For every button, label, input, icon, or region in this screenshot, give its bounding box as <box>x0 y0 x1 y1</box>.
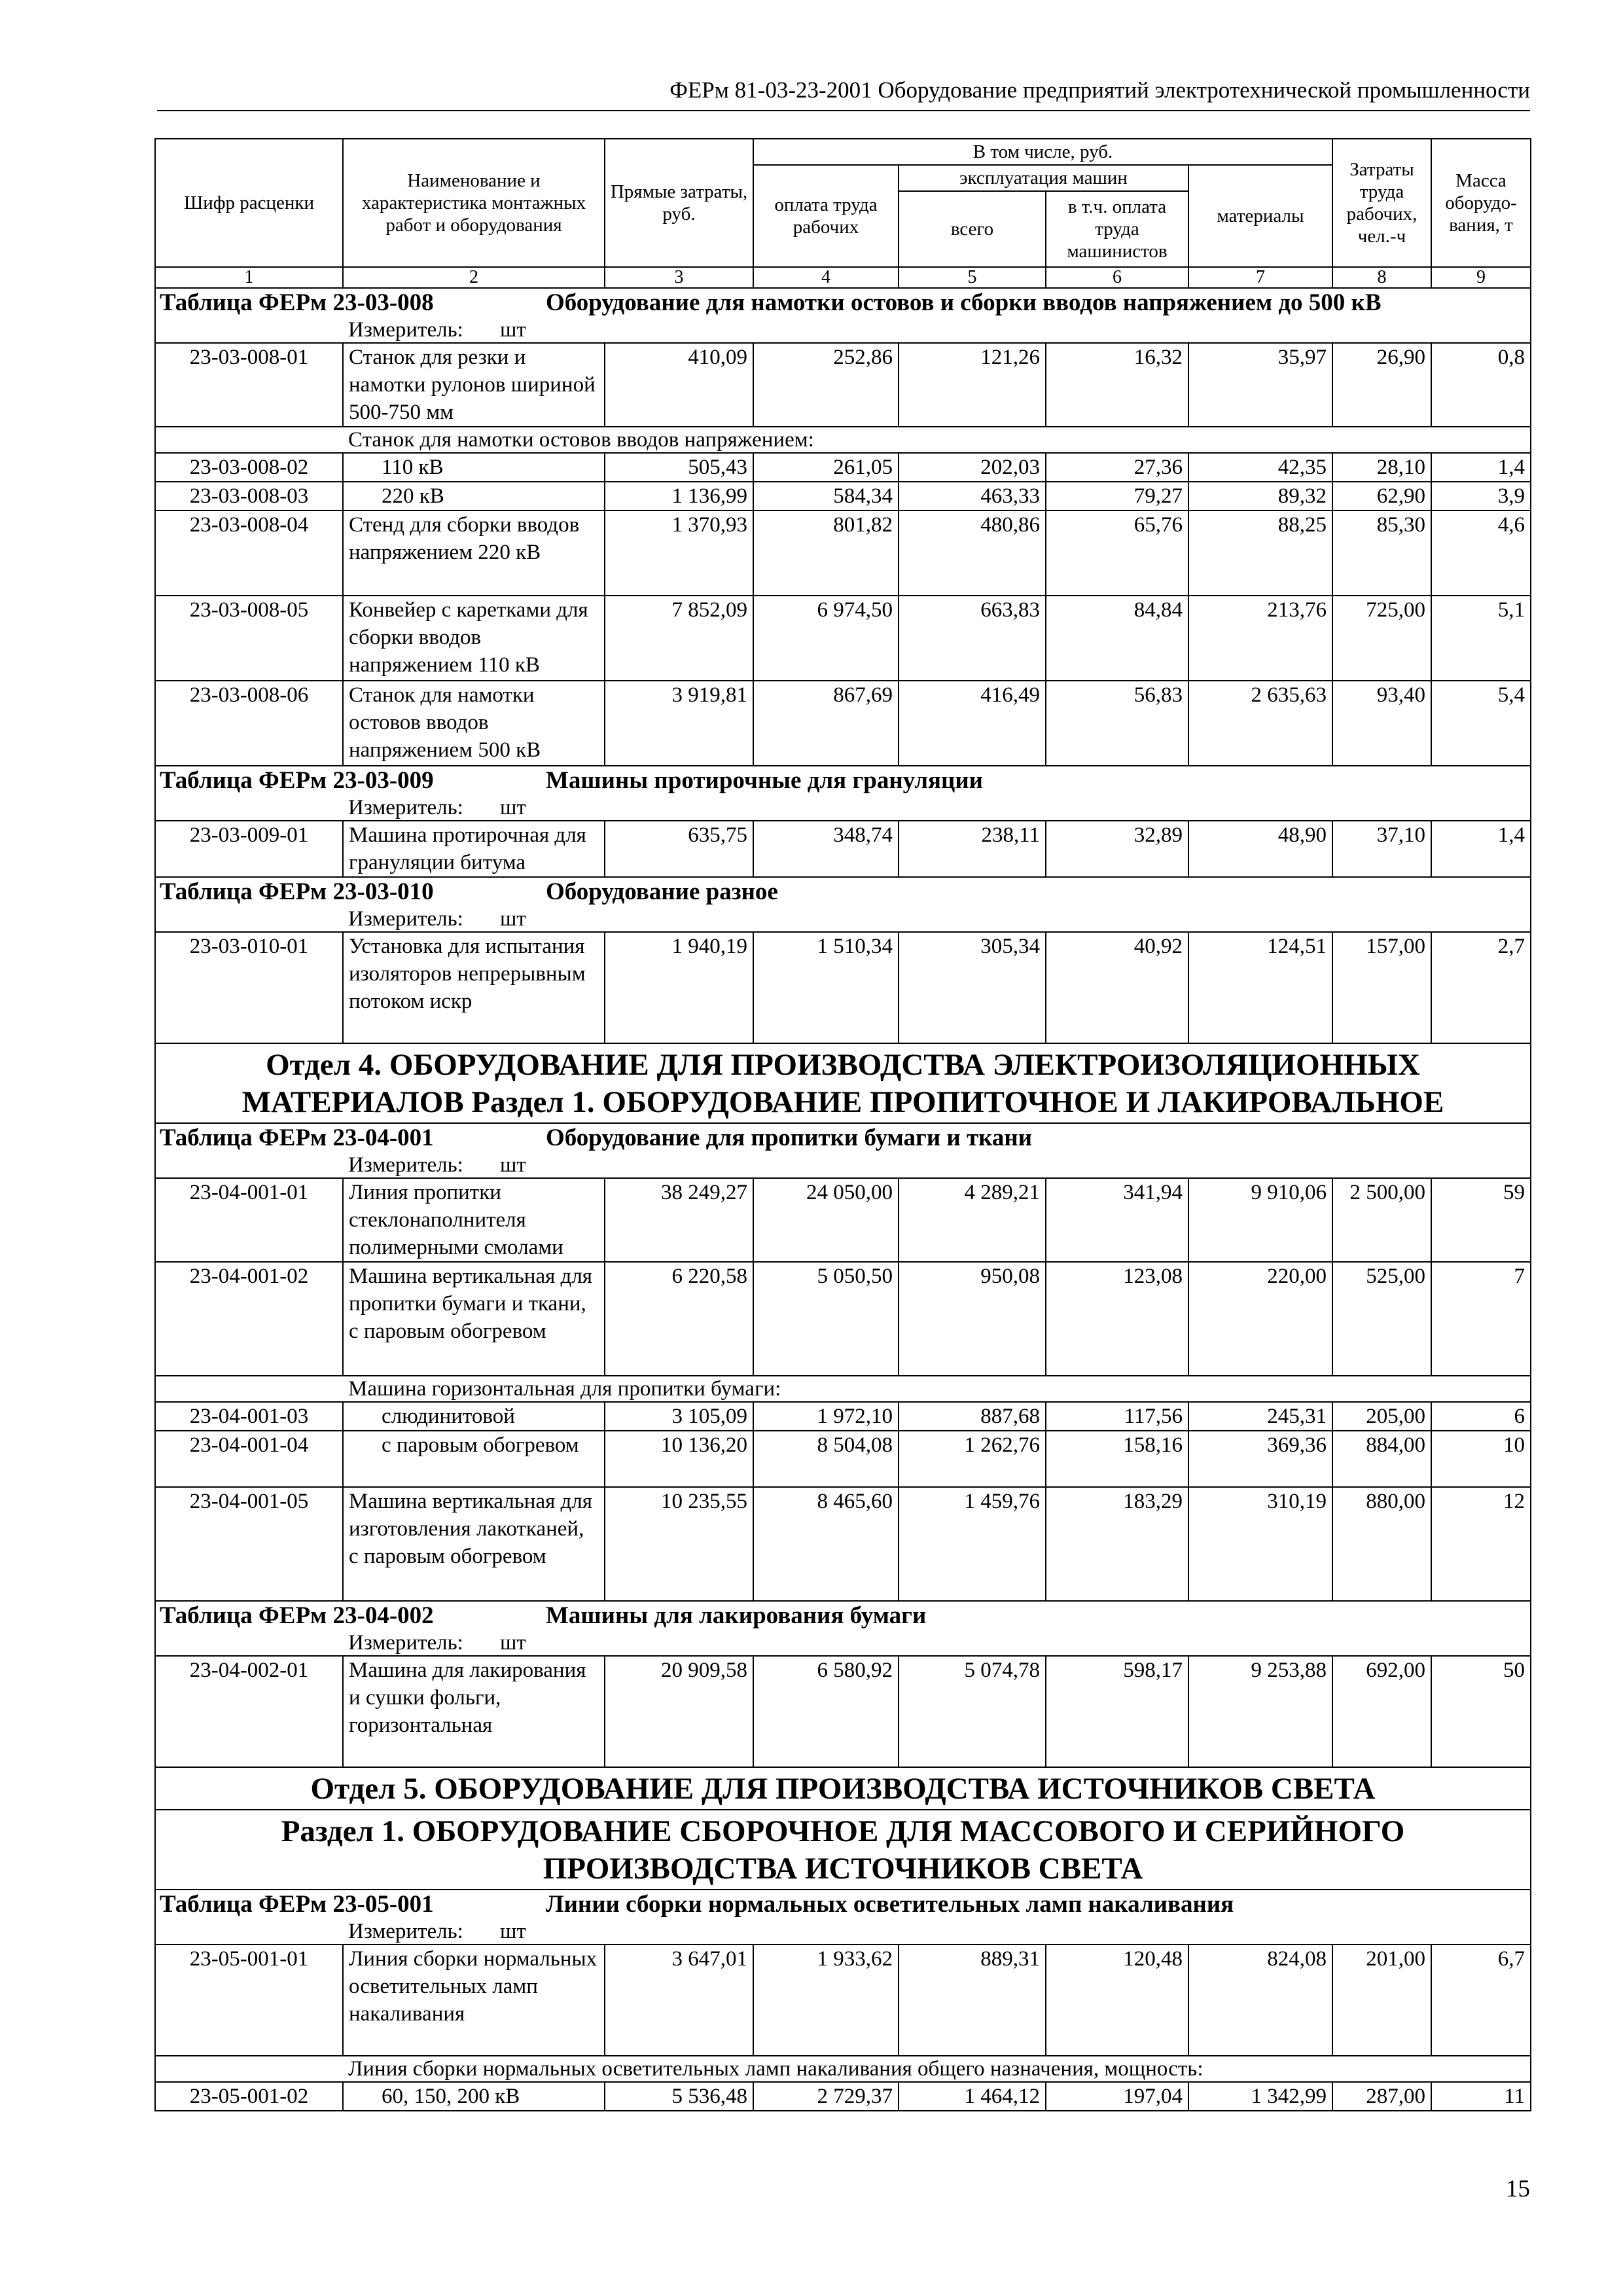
section-heading: Раздел 1. ОБОРУДОВАНИЕ СБОРОЧНОЕ ДЛЯ МАССОВОГО И СЕРИЙНОГО ПРОИЗВОДСТВА ИСТОЧНИКОВ СВЕТА <box>155 1810 1531 1890</box>
col-header-labor: оплата труда рабочих <box>753 165 899 267</box>
equipment-mass: 0,8 <box>1431 343 1531 427</box>
col-header-name: Наименование и характеристика монтажных работ и оборудования <box>343 139 605 267</box>
direct-cost: 505,43 <box>605 453 753 482</box>
rate-name: 110 кВ <box>343 453 605 482</box>
measure-row <box>155 317 1531 343</box>
measure-row <box>155 1919 1531 1945</box>
direct-cost: 5 536,48 <box>605 2082 753 2111</box>
direct-cost: 1 136,99 <box>605 482 753 511</box>
labor-pay: 2 729,37 <box>753 2082 899 2111</box>
rate-code: 23-03-008-05 <box>155 596 343 681</box>
materials-cost: 213,76 <box>1188 596 1332 681</box>
materials-cost: 124,51 <box>1188 932 1332 1043</box>
rate-code: 23-03-008-03 <box>155 482 343 511</box>
materials-cost: 824,08 <box>1188 1945 1332 2056</box>
direct-cost: 6 220,58 <box>605 1262 753 1376</box>
labor-hours: 62,90 <box>1332 482 1431 511</box>
machines-total: 480,86 <box>899 511 1046 596</box>
measure-unit: шт <box>500 1920 526 1943</box>
machinists-pay: 65,76 <box>1046 511 1188 596</box>
machinists-pay: 56,83 <box>1046 681 1188 766</box>
table-title: Машины протирочные для грануляции <box>546 767 983 794</box>
rate-name: Машина вертикальная для пропитки бумаги и ткани, с паровым обогревом <box>343 1262 605 1376</box>
equipment-mass: 2,7 <box>1431 932 1531 1043</box>
section-heading: Отдел 4. ОБОРУДОВАНИЕ ДЛЯ ПРОИЗВОДСТВА ЭЛЕКТРОИЗОЛЯЦИОННЫХ МАТЕРИАЛОВ Раздел 1. ОБОРУДОВАНИЕ ПРОПИТОЧНОЕ И ЛАКИРОВАЛЬНОЕ <box>155 1043 1531 1123</box>
col-number: 9 <box>1431 267 1531 288</box>
labor-hours: 880,00 <box>1332 1487 1431 1601</box>
rate-name: Машина протирочная для грануляции битума <box>343 821 605 877</box>
rate-name: Линия пропитки стеклонаполнителя полимерными смолами <box>343 1178 605 1262</box>
col-header-direct: Прямые затраты, руб. <box>605 139 753 267</box>
header-rule <box>157 110 1530 111</box>
labor-hours: 692,00 <box>1332 1656 1431 1767</box>
equipment-mass: 12 <box>1431 1487 1531 1601</box>
rate-name: Машина для лакирования и сушки фольги, горизонтальная <box>343 1656 605 1767</box>
materials-cost: 35,97 <box>1188 343 1332 427</box>
table-title-row <box>155 877 1531 906</box>
col-header-materials: материалы <box>1188 165 1332 267</box>
table-row <box>155 482 1531 511</box>
machines-total: 889,31 <box>899 1945 1046 2056</box>
materials-cost: 89,32 <box>1188 482 1332 511</box>
machinists-pay: 120,48 <box>1046 1945 1188 2056</box>
table-label: Таблица ФЕРм 23-04-001 <box>160 1124 434 1151</box>
machines-total: 5 074,78 <box>899 1656 1046 1767</box>
rate-name: Конвейер с каретками для сборки вводов напряжением 110 кВ <box>343 596 605 681</box>
section-heading-row <box>155 1043 1531 1123</box>
machines-total: 1 459,76 <box>899 1487 1046 1601</box>
table-row <box>155 1487 1531 1601</box>
equipment-mass: 59 <box>1431 1178 1531 1262</box>
materials-cost: 88,25 <box>1188 511 1332 596</box>
rate-code: 23-03-008-02 <box>155 453 343 482</box>
col-header-machines: эксплуатация машин <box>899 165 1188 191</box>
labor-pay: 584,34 <box>753 482 899 511</box>
machinists-pay: 40,92 <box>1046 932 1188 1043</box>
rate-code: 23-03-008-04 <box>155 511 343 596</box>
rate-code: 23-05-001-01 <box>155 1945 343 2056</box>
measure-label: Измеритель: <box>348 1920 463 1943</box>
col-number: 8 <box>1332 267 1431 288</box>
equipment-mass: 11 <box>1431 2082 1531 2111</box>
col-header-code: Шифр расценки <box>155 139 343 267</box>
rates-table <box>154 138 1531 2111</box>
materials-cost: 220,00 <box>1188 1262 1332 1376</box>
col-number: 4 <box>753 267 899 288</box>
rate-code: 23-03-008-06 <box>155 681 343 766</box>
section-heading: Отдел 5. ОБОРУДОВАНИЕ ДЛЯ ПРОИЗВОДСТВА ИСТОЧНИКОВ СВЕТА <box>155 1767 1531 1810</box>
group-label-row <box>155 1376 1531 1402</box>
equipment-mass: 6,7 <box>1431 1945 1531 2056</box>
rate-code: 23-05-001-02 <box>155 2082 343 2111</box>
machines-total: 416,49 <box>899 681 1046 766</box>
labor-hours: 201,00 <box>1332 1945 1431 2056</box>
materials-cost: 1 342,99 <box>1188 2082 1332 2111</box>
materials-cost: 9 253,88 <box>1188 1656 1332 1767</box>
group-label-row <box>155 2056 1531 2082</box>
table-title: Линии сборки нормальных осветительных ламп накаливания <box>546 1891 1234 1918</box>
labor-hours: 28,10 <box>1332 453 1431 482</box>
table-title-row <box>155 766 1531 795</box>
labor-pay: 1 933,62 <box>753 1945 899 2056</box>
equipment-mass: 5,4 <box>1431 681 1531 766</box>
equipment-mass: 6 <box>1431 1402 1531 1431</box>
machines-total: 950,08 <box>899 1262 1046 1376</box>
direct-cost: 635,75 <box>605 821 753 877</box>
rate-code: 23-03-009-01 <box>155 821 343 877</box>
machinists-pay: 84,84 <box>1046 596 1188 681</box>
rate-name: с паровым обогревом <box>343 1431 605 1487</box>
measure-row <box>155 906 1531 932</box>
group-label: Линия сборки нормальных осветительных ламп накаливания общего назначения, мощность: <box>155 2056 1531 2082</box>
rate-code: 23-04-001-05 <box>155 1487 343 1601</box>
labor-hours: 2 500,00 <box>1332 1178 1431 1262</box>
labor-pay: 801,82 <box>753 511 899 596</box>
machines-total: 887,68 <box>899 1402 1046 1431</box>
labor-pay: 8 504,08 <box>753 1431 899 1487</box>
materials-cost: 310,19 <box>1188 1487 1332 1601</box>
col-header-mass: Масса оборудо-вания, т <box>1431 139 1531 267</box>
labor-hours: 725,00 <box>1332 596 1431 681</box>
table-row <box>155 681 1531 766</box>
col-header-machinists: в т.ч. оплата труда машинистов <box>1046 191 1188 267</box>
direct-cost: 20 909,58 <box>605 1656 753 1767</box>
machinists-pay: 79,27 <box>1046 482 1188 511</box>
labor-hours: 93,40 <box>1332 681 1431 766</box>
table-title-row <box>155 1123 1531 1153</box>
rate-code: 23-03-008-01 <box>155 343 343 427</box>
labor-pay: 5 050,50 <box>753 1262 899 1376</box>
equipment-mass: 7 <box>1431 1262 1531 1376</box>
machines-total: 663,83 <box>899 596 1046 681</box>
machinists-pay: 27,36 <box>1046 453 1188 482</box>
materials-cost: 245,31 <box>1188 1402 1332 1431</box>
section-heading-row <box>155 1810 1531 1890</box>
measure-row <box>155 795 1531 821</box>
machinists-pay: 32,89 <box>1046 821 1188 877</box>
group-label: Машина горизонтальная для пропитки бумаги: <box>155 1376 1531 1402</box>
col-number: 5 <box>899 267 1046 288</box>
rate-name: 220 кВ <box>343 482 605 511</box>
direct-cost: 7 852,09 <box>605 596 753 681</box>
section-heading-row <box>155 1767 1531 1810</box>
rate-name: 60, 150, 200 кВ <box>343 2082 605 2111</box>
table-row <box>155 1431 1531 1487</box>
machines-total: 4 289,21 <box>899 1178 1046 1262</box>
machinists-pay: 341,94 <box>1046 1178 1188 1262</box>
machinists-pay: 183,29 <box>1046 1487 1188 1601</box>
direct-cost: 3 919,81 <box>605 681 753 766</box>
labor-hours: 157,00 <box>1332 932 1431 1043</box>
direct-cost: 410,09 <box>605 343 753 427</box>
table-label: Таблица ФЕРм 23-03-009 <box>160 767 434 794</box>
col-number: 3 <box>605 267 753 288</box>
col-number: 7 <box>1188 267 1332 288</box>
col-number: 2 <box>343 267 605 288</box>
rate-code: 23-04-001-02 <box>155 1262 343 1376</box>
table-row <box>155 2082 1531 2111</box>
materials-cost: 9 910,06 <box>1188 1178 1332 1262</box>
equipment-mass: 1,4 <box>1431 821 1531 877</box>
machinists-pay: 197,04 <box>1046 2082 1188 2111</box>
rate-name: Стенд для сборки вводов напряжением 220 кВ <box>343 511 605 596</box>
labor-pay: 6 974,50 <box>753 596 899 681</box>
rate-code: 23-04-001-01 <box>155 1178 343 1262</box>
table-row <box>155 343 1531 427</box>
machines-total: 121,26 <box>899 343 1046 427</box>
table-row <box>155 1945 1531 2056</box>
table-row <box>155 596 1531 681</box>
labor-pay: 6 580,92 <box>753 1656 899 1767</box>
table-row <box>155 1262 1531 1376</box>
page-number: 15 <box>1506 2176 1530 2202</box>
col-header-total: всего <box>899 191 1046 267</box>
direct-cost: 1 370,93 <box>605 511 753 596</box>
measure-row <box>155 1153 1531 1178</box>
table-row <box>155 1178 1531 1262</box>
table-title: Оборудование для пропитки бумаги и ткани <box>546 1124 1033 1151</box>
table-title-row <box>155 288 1531 317</box>
col-number: 6 <box>1046 267 1188 288</box>
rate-name: Станок для намотки остовов вводов напряжением 500 кВ <box>343 681 605 766</box>
machines-total: 238,11 <box>899 821 1046 877</box>
table-row <box>155 932 1531 1043</box>
direct-cost: 10 235,55 <box>605 1487 753 1601</box>
direct-cost: 1 940,19 <box>605 932 753 1043</box>
labor-hours: 205,00 <box>1332 1402 1431 1431</box>
machines-total: 1 464,12 <box>899 2082 1046 2111</box>
equipment-mass: 4,6 <box>1431 511 1531 596</box>
labor-pay: 348,74 <box>753 821 899 877</box>
measure-unit: шт <box>500 796 526 819</box>
labor-hours: 37,10 <box>1332 821 1431 877</box>
table-title-row <box>155 1890 1531 1919</box>
table-row <box>155 821 1531 877</box>
rate-name: Установка для испытания изоляторов непрерывным потоком искр <box>343 932 605 1043</box>
rate-name: слюдинитовой <box>343 1402 605 1431</box>
equipment-mass: 3,9 <box>1431 482 1531 511</box>
labor-pay: 24 050,00 <box>753 1178 899 1262</box>
machinists-pay: 16,32 <box>1046 343 1188 427</box>
table-title: Оборудование для намотки остовов и сборки вводов напряжением до 500 кВ <box>546 289 1382 316</box>
direct-cost: 3 105,09 <box>605 1402 753 1431</box>
labor-pay: 252,86 <box>753 343 899 427</box>
rate-code: 23-04-002-01 <box>155 1656 343 1767</box>
machines-total: 463,33 <box>899 482 1046 511</box>
measure-label: Измеритель: <box>348 1153 463 1177</box>
measure-label: Измеритель: <box>348 796 463 819</box>
measure-label: Измеритель: <box>348 318 463 342</box>
rate-code: 23-04-001-04 <box>155 1431 343 1487</box>
col-number: 1 <box>155 267 343 288</box>
table-title: Оборудование разное <box>546 878 778 905</box>
equipment-mass: 1,4 <box>1431 453 1531 482</box>
rate-code: 23-03-010-01 <box>155 932 343 1043</box>
labor-pay: 261,05 <box>753 453 899 482</box>
rate-code: 23-04-001-03 <box>155 1402 343 1431</box>
table-title: Машины для лакирования бумаги <box>546 1602 927 1629</box>
table-label: Таблица ФЕРм 23-05-001 <box>160 1891 434 1918</box>
labor-pay: 1 972,10 <box>753 1402 899 1431</box>
machines-total: 202,03 <box>899 453 1046 482</box>
table-label: Таблица ФЕРм 23-04-002 <box>160 1602 434 1629</box>
labor-hours: 287,00 <box>1332 2082 1431 2111</box>
labor-hours: 884,00 <box>1332 1431 1431 1487</box>
table-label: Таблица ФЕРм 23-03-008 <box>160 289 434 316</box>
measure-unit: шт <box>500 907 526 931</box>
direct-cost: 10 136,20 <box>605 1431 753 1487</box>
measure-unit: шт <box>500 1153 526 1177</box>
materials-cost: 369,36 <box>1188 1431 1332 1487</box>
materials-cost: 2 635,63 <box>1188 681 1332 766</box>
machinists-pay: 598,17 <box>1046 1656 1188 1767</box>
machines-total: 1 262,76 <box>899 1431 1046 1487</box>
machinists-pay: 117,56 <box>1046 1402 1188 1431</box>
machinists-pay: 158,16 <box>1046 1431 1188 1487</box>
measure-row <box>155 1630 1531 1656</box>
labor-hours: 525,00 <box>1332 1262 1431 1376</box>
measure-label: Измеритель: <box>348 1631 463 1655</box>
table-label: Таблица ФЕРм 23-03-010 <box>160 878 434 905</box>
rate-name: Линия сборки нормальных осветительных ламп накаливания <box>343 1945 605 2056</box>
table-row <box>155 1656 1531 1767</box>
equipment-mass: 5,1 <box>1431 596 1531 681</box>
direct-cost: 3 647,01 <box>605 1945 753 2056</box>
table-row <box>155 511 1531 596</box>
rate-name: Станок для резки и намотки рулонов шириной 500-750 мм <box>343 343 605 427</box>
measure-unit: шт <box>500 318 526 342</box>
measure-label: Измеритель: <box>348 907 463 931</box>
machines-total: 305,34 <box>899 932 1046 1043</box>
equipment-mass: 50 <box>1431 1656 1531 1767</box>
group-label: Станок для намотки остовов вводов напряжением: <box>155 427 1531 453</box>
labor-pay: 8 465,60 <box>753 1487 899 1601</box>
table-title-row <box>155 1601 1531 1630</box>
col-header-incl: В том числе, руб. <box>753 139 1332 165</box>
measure-unit: шт <box>500 1631 526 1655</box>
labor-pay: 867,69 <box>753 681 899 766</box>
equipment-mass: 10 <box>1431 1431 1531 1487</box>
table-row <box>155 453 1531 482</box>
labor-pay: 1 510,34 <box>753 932 899 1043</box>
machinists-pay: 123,08 <box>1046 1262 1188 1376</box>
labor-hours: 85,30 <box>1332 511 1431 596</box>
group-label-row <box>155 427 1531 453</box>
materials-cost: 48,90 <box>1188 821 1332 877</box>
direct-cost: 38 249,27 <box>605 1178 753 1262</box>
page-header: ФЕРм 81-03-23-2001 Оборудование предприятий электротехнической промышленности <box>669 77 1530 103</box>
labor-hours: 26,90 <box>1332 343 1431 427</box>
rate-name: Машина вертикальная для изготовления лакотканей, с паровым обогревом <box>343 1487 605 1601</box>
col-header-labor-cost: Затраты труда рабочих, чел.-ч <box>1332 139 1431 267</box>
table-row <box>155 1402 1531 1431</box>
materials-cost: 42,35 <box>1188 453 1332 482</box>
